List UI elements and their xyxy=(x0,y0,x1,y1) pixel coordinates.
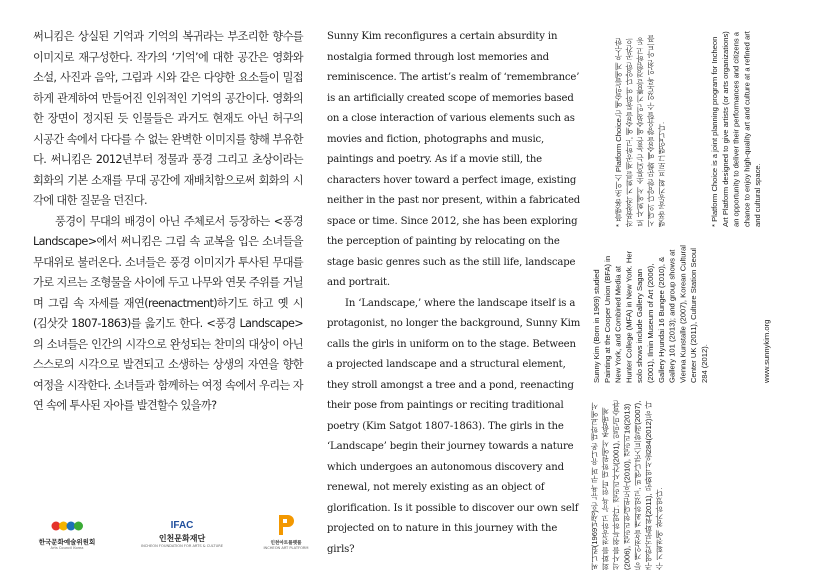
sponsor-logos xyxy=(33,518,313,568)
artist-website: www.sunnykim.org xyxy=(762,319,771,383)
english-paragraph-2: In ‘Landscape,’ where the landscape itself is a protagonist, no longer the background, Sunny Kim calls the girls in uniform on to the stage. Between a projected landscape and a structural element, they stroll amongst a tree and a pond, reenacting their pose from paintings or reciting traditional poetry (Kim Satgot 1807-1863). The girls in the ‘Landscape’ begin their journey towards a nature which undergoes an autonomous discovery and renewal, not merely existing as an object of glorification. Is it possible to discover our own self projected on to nature in this journey with the girls? xyxy=(327,297,581,555)
artist-bio-korean: 써니킴(1969년생)은 뉴욕 쿠퍼 유니온 대학교에서 회화를 전공하고 뉴욕 헌터 대학원에서 종합매체 석사를 취득하였다. 갤러리사간(2001), 일민미술관(2006), 갤러리현대윈도우(2010), 갤러리16(2013) 등 개인전을 개최하였고, 비엔나쿤스트할레(2007), 주영한국문화원(2011), 문화역서울284(2012)등 다수 기획전에 참가하였다. xyxy=(590,400,664,570)
korean-paragraph-1: 써니킴은 상실된 기억과 기억의 복귀라는 부조리한 향수를 이미지로 재구성한다. 작가의 ‘기억’에 대한 공간은 영화와 소설, 사진과 음악, 그림과 시와 같은 다양한 요소들이 밀접하게 관계하여 만들어진 인위적인 기억의 공간이다. 영화의 한 장면이 정지된 듯 인물들은 과거도 현재도 아닌 허구의 시공간 속에서 다다를 수 없는 완벽한 이미지를 향해 부유한다. 써니킴은 2012년부터 정물과 풍경 그리고 초상이라는 회화의 기본 소재를 무대 공간에 재배치함으로써 회화의 시각에 대한 질문을 던진다. xyxy=(33,30,303,207)
korean-paragraph-2: 풍경이 무대의 배경이 아닌 주체로서 등장하는 <풍경 Landscape>에서 써니킴은 그림 속 교복을 입은 소녀들을 무대위로 불러온다. 소녀들은 풍경 이미지가 투사된 무대를 가로 지르는 조형물을 사이에 두고 나무와 연못 주위를 거닐며 그림 속 자세를 재연(reenactment)하기도 하고 옛 시(김삿갓 1807-1863)를 읊기도 한다. <풍경 Landscape>의 소녀들은 인간의 시각으로 완성되는 찬미의 대상이 아닌 스스로의 시각으로 발견되고 소생하는 상생의 자연을 향한 여정을 시작한다. 소녀들과 함께하는 여정 속에서 우리는 자연 속에 투사된 자아를 발견할수 있을까? xyxy=(33,214,303,412)
arko-mark-icon xyxy=(51,519,83,533)
arko-name: 한국문화예술위원회 xyxy=(38,538,96,546)
ifac-name: 인천문화재단 xyxy=(158,534,206,543)
art-platform-subtitle: INCHEON ART PLATFORM xyxy=(263,546,309,550)
english-paragraph-1: Sunny Kim reconfigures a certain absurdity in nostalgia formed through lost memories and reminiscence. The artist’s realm of ‘remembrance’ is an artificially created scope of memories based on a close interaction of various elements such as movies and fiction, photographs and music, paintings and poetry. As if a movie still, the characters hover toward a perfect image, existing neither in the past nor present, within a fabricated space or time. Since 2012, she has been exploring the perception of painting by relocating on the stage basic genres such as the still life, landscape and portrait. xyxy=(327,31,581,288)
art-platform-name: 인천아트플랫폼 xyxy=(270,541,302,546)
arko-logo xyxy=(33,518,101,550)
platform-choice-note-english: * Platform Choice is a joint planning program for Incheon Art Platform designed to give artists (or arts organizations) an opportunity to deliver their performances and citizens a chance to enjoy high-quality art and culture at a refined art and cultural space. xyxy=(710,31,763,227)
ifac-subtitle: INCHEON FOUNDATION FOR ARTS & CULTURE xyxy=(141,544,223,548)
ifac-logo xyxy=(141,518,223,548)
ifac-mark: IFAC xyxy=(170,520,194,531)
artist-bio-english: Sunny Kim (Born in 1969) studied Painting at the Cooper Union (BFA) in New York, and Combined Media at Hunter College (MFA) in New York. Her solo shows include Gallery Sagan (2001), Ilmin Museum of Art (2006), Gallery Hyundai 16 Bungee (2010), & Gallery 101 (2013); and group shows at Vienna Kunstalle (2007), Korean Cultural Center UK (2011), Culture Station Seoul 284 (2012). xyxy=(592,245,709,383)
incheon-art-platform-logo xyxy=(257,514,315,550)
english-essay xyxy=(327,27,584,560)
art-platform-mark-icon xyxy=(277,514,295,536)
korean-essay xyxy=(33,27,303,417)
platform-choice-note-korean: * 플랫폼 초이스 Platform Choice는 예술인들에게 우수한 작품창작 기회를 제공하고, 예술을 통하여 다양한 공간으로 사회에서 소통되는 높은 예술적인 기쁨을 경험하고 동시대의 다양한 문화 예술을 향유할 수 있도록 인천 아트플랫폼 공동기획 프로그램입니다. xyxy=(614,35,667,227)
arko-subtitle: Arts Council Korea xyxy=(50,546,84,550)
